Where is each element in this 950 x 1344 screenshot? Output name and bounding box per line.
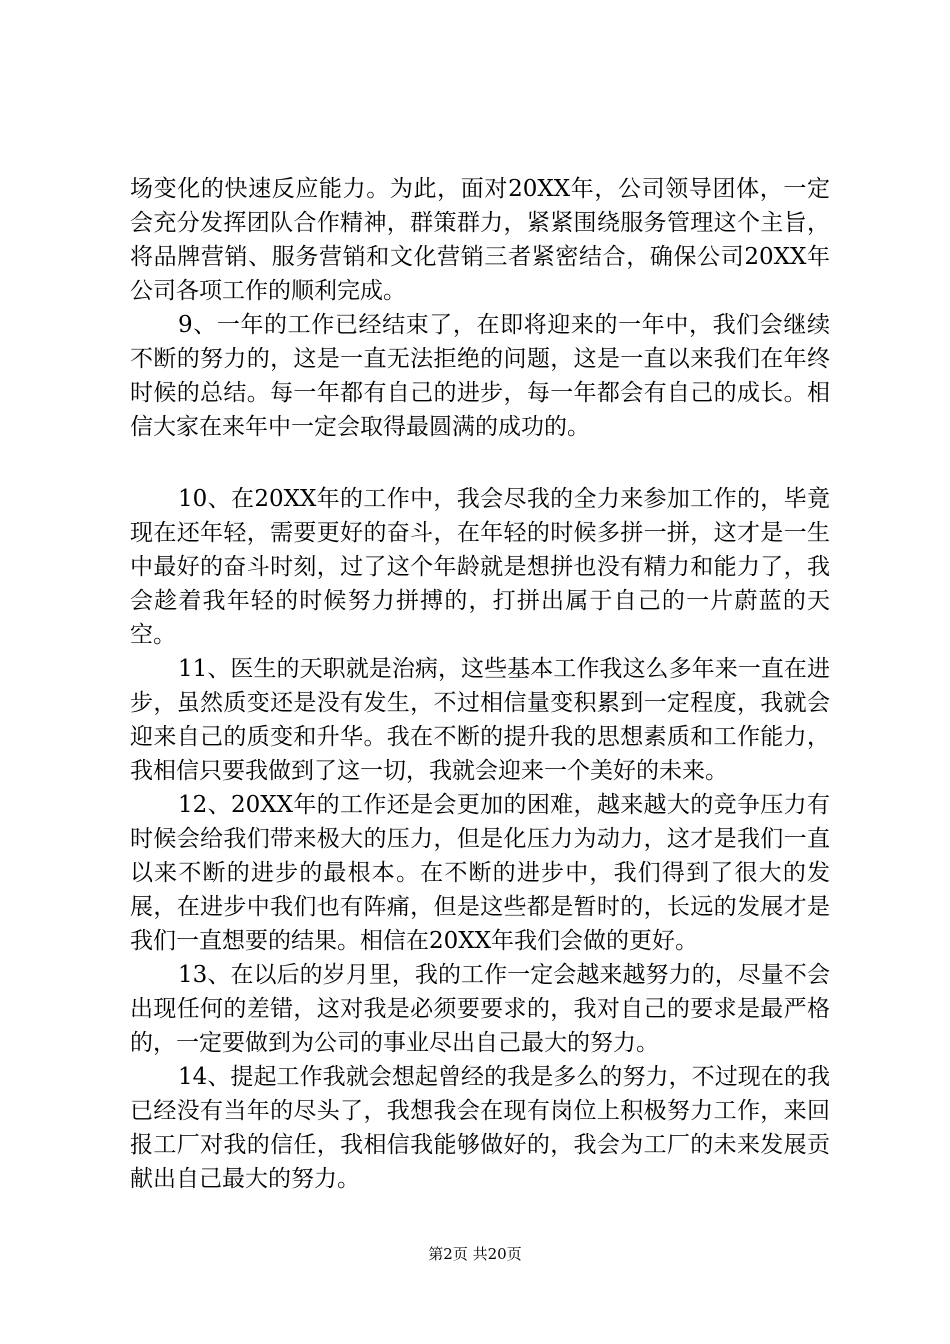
page-indicator: 第2页 共20页 — [428, 1245, 522, 1263]
page-footer — [0, 1244, 950, 1264]
paragraph-item-14: 14、提起工作我就会想起曾经的我是多么的努力，不过现在的我已经没有当年的尽头了，我想我会在现有岗位上积极努力工作，来回报工厂对我的信任，我相信我能够做好的，我会为工厂的未来发展贡献出自己最大的努力。 — [130, 1064, 830, 1192]
paragraph-continuation: 场变化的快速反应能力。为此，面对20XX年，公司领导团体，一定会充分发挥团队合作精神，群策群力，紧紧围绕服务管理这个主旨，将品牌营销、服务营销和文化营销三者紧密结合，确保公司20XX年公司各项工作的顺利完成。 — [130, 176, 830, 304]
paragraph-item-11: 11、医生的天职就是治病，这些基本工作我这么多年来一直在进步，虽然质变还是没有发生，不过相信量变积累到一定程度，我就会迎来自己的质变和升华。我在不断的提升我的思想素质和工作能力，我相信只要我做到了这一切，我就会迎来一个美好的未来。 — [130, 656, 830, 784]
document-body — [130, 172, 830, 1196]
paragraph-spacer — [130, 444, 830, 482]
paragraph-item-13: 13、在以后的岁月里，我的工作一定会越来越努力的，尽量不会出现任何的差错，这对我是必须要要求的，我对自己的要求是最严格的，一定要做到为公司的事业尽出自己最大的努力。 — [130, 962, 830, 1056]
paragraph-item-9: 9、一年的工作已经结束了，在即将迎来的一年中，我们会继续不断的努力的，这是一直无法拒绝的问题，这是一直以来我们在年终时候的总结。每一年都有自己的进步，每一年都会有自己的成长。相信大家在来年中一定会取得最圆满的成功的。 — [130, 312, 830, 440]
paragraph-item-12: 12、20XX年的工作还是会更加的困难，越来越大的竞争压力有时候会给我们带来极大的压力，但是化压力为动力，这才是我们一直以来不断的进步的最根本。在不断的进步中，我们得到了很大的发展，在进步中我们也有阵痛，但是这些都是暂时的，长远的发展才是我们一直想要的结果。相信在20XX年我们会做的更好。 — [130, 792, 830, 954]
paragraph-item-10: 10、在20XX年的工作中，我会尽我的全力来参加工作的，毕竟现在还年轻，需要更好的奋斗，在年轻的时候多拼一拼，这才是一生中最好的奋斗时刻，过了这个年龄就是想拼也没有精力和能力了，我会趁着我年轻的时候努力拼搏的，打拼出属于自己的一片蔚蓝的天空。 — [130, 486, 830, 648]
